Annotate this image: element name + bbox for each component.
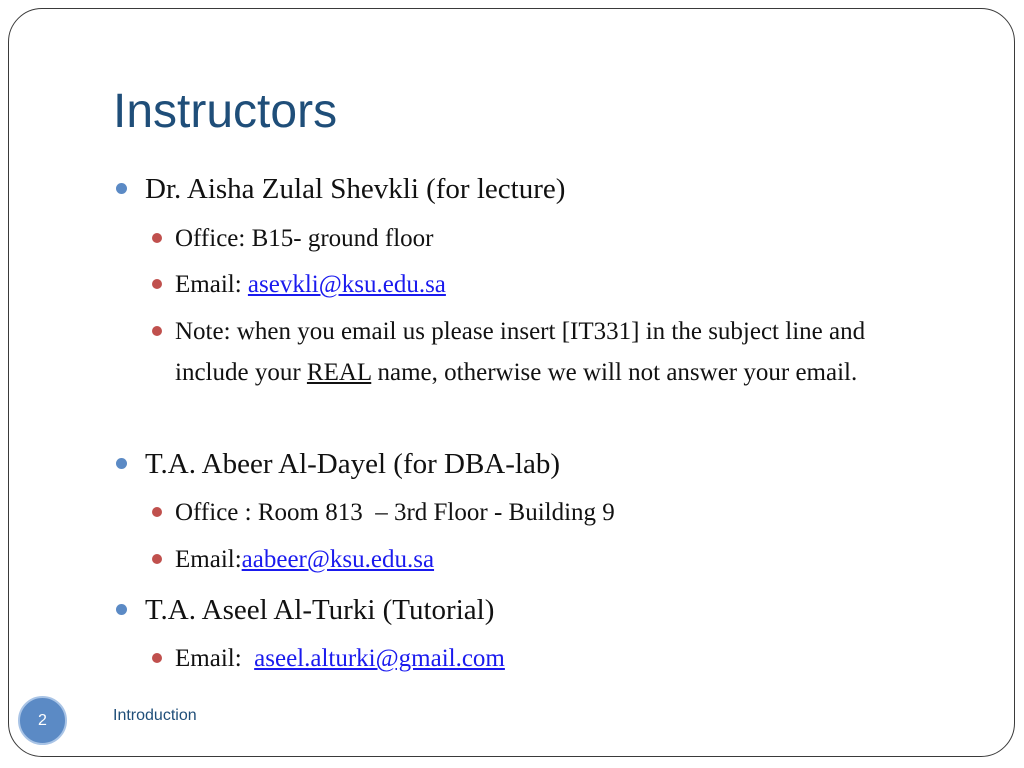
instructor-1-heading: Dr. Aisha Zulal Shevkli (for lecture) (145, 173, 566, 205)
bullet-level2-icon (152, 279, 162, 289)
slide-title: Instructors (113, 85, 338, 138)
bullet-level2-icon (152, 653, 162, 663)
bullet-level1-icon (116, 183, 127, 194)
instructor-2-email-label: Email: (175, 546, 242, 573)
bullet-level2-icon (152, 326, 162, 336)
instructor-2-email-link[interactable]: aabeer@ksu.edu.sa (241, 546, 435, 573)
instructor-3-heading: T.A. Aseel Al-Turki (Tutorial) (145, 594, 495, 626)
instructor-3-email-link[interactable]: aseel.alturki@gmail.com (254, 645, 505, 672)
instructor-3-email-line (175, 638, 935, 679)
footer-section-title: Introduction (113, 707, 197, 724)
bullet-level2-icon (152, 507, 162, 517)
instructor-3-email-label: Email: (175, 645, 255, 672)
note-text-after: name, otherwise we will not answer your email. (371, 359, 858, 386)
instructor-2-heading: T.A. Abeer Al-Dayel (for DBA-lab) (145, 448, 560, 480)
note-text-before: Note: when you email us please insert [IT331] in the subject line and include your (175, 318, 866, 386)
bullet-level1-icon (116, 458, 127, 469)
bullet-level2-icon (152, 554, 162, 564)
bullet-level2-icon (152, 233, 162, 243)
instructor-1-email-link[interactable]: asevkli@ksu.edu.sa (247, 271, 446, 298)
instructor-1-note (175, 311, 935, 393)
instructor-2-office: Office : Room 813 – 3rd Floor - Building 9 (175, 499, 615, 526)
bullet-level1-icon (116, 604, 127, 615)
page-number-badge: 2 (18, 696, 67, 745)
instructor-2-email-line (175, 539, 935, 580)
instructor-1-email-line (175, 264, 935, 305)
instructor-1-email-label: Email: (175, 271, 248, 298)
instructor-1-office: Office: B15- ground floor (175, 225, 434, 252)
note-emphasis: REAL (306, 359, 372, 386)
